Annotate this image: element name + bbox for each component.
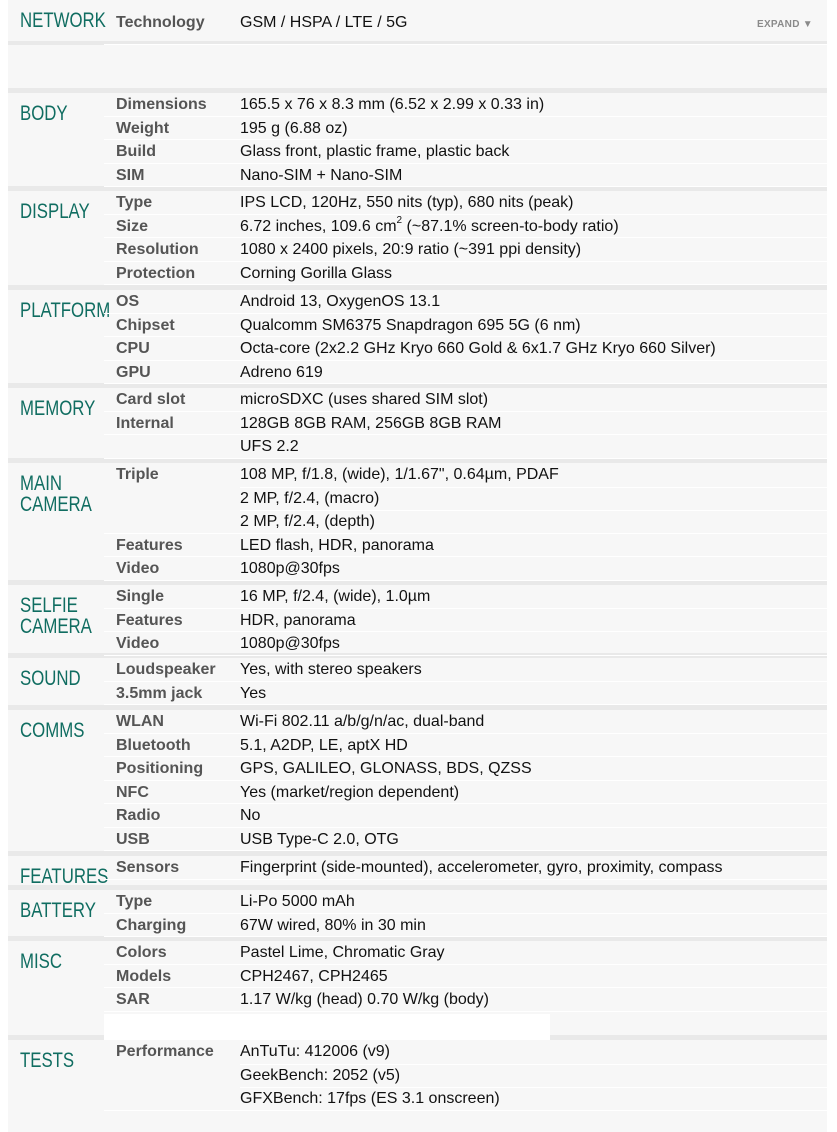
spec-label[interactable]: Models xyxy=(116,967,172,985)
spec-value: 195 g (6.88 oz) xyxy=(240,119,348,137)
spec-label[interactable]: Single xyxy=(116,588,165,605)
spec-label[interactable]: Technology xyxy=(116,14,205,31)
spec-value: No xyxy=(240,807,261,824)
spec-row-features xyxy=(104,609,827,633)
spec-label[interactable]: Bluetooth xyxy=(116,736,191,754)
spec-value: Yes, with stereo speakers xyxy=(240,661,422,678)
section-title-selfie-camera[interactable]: SELFIE CAMERA xyxy=(20,594,92,638)
spec-label[interactable]: WLAN xyxy=(116,713,164,730)
spec-row-technology xyxy=(104,0,827,45)
spec-value: 67W wired, 80% in 30 min xyxy=(240,916,426,934)
spec-label[interactable]: Positioning xyxy=(116,760,204,777)
spec-row-features xyxy=(104,534,827,558)
section-title-display[interactable]: DISPLAY xyxy=(20,200,90,223)
spec-label[interactable]: Features xyxy=(116,611,183,629)
spec-label[interactable]: Video xyxy=(116,635,160,652)
spec-value: 1080p@30fps xyxy=(240,635,340,652)
spec-row-bluetooth xyxy=(104,734,827,758)
spec-value: Li-Po 5000 mAh xyxy=(240,893,355,910)
blank-area xyxy=(104,1014,550,1040)
line-separator xyxy=(240,1087,827,1088)
spec-row-models xyxy=(104,965,827,989)
spec-label[interactable]: Video xyxy=(116,560,160,577)
spec-label[interactable]: USB xyxy=(116,830,150,848)
spec-row-sar xyxy=(104,988,827,1012)
line-separator xyxy=(240,510,827,511)
spec-label[interactable]: Features xyxy=(116,536,183,554)
spec-row-gpu xyxy=(104,361,827,385)
spec-label[interactable]: Weight xyxy=(116,119,170,137)
spec-row-type xyxy=(104,890,827,914)
spec-label[interactable]: Type xyxy=(116,893,153,910)
spec-value: Glass front, plastic frame, plastic back xyxy=(240,143,510,160)
spec-row-cpu xyxy=(104,337,827,361)
spec-value: 128GB 8GB RAM, 256GB 8GB RAM xyxy=(240,414,502,432)
spec-label[interactable]: Type xyxy=(116,194,153,211)
spec-row-loudspeaker xyxy=(104,658,827,682)
section-title-body[interactable]: BODY xyxy=(20,102,68,125)
spec-row-card-slot xyxy=(104,388,827,412)
specs-table xyxy=(8,0,827,1132)
spec-row-positioning xyxy=(104,757,827,781)
line-separator xyxy=(240,1064,827,1065)
spec-row-charging xyxy=(104,914,827,938)
spec-value: Yes xyxy=(240,684,267,702)
spec-value: LED flash, HDR, panorama xyxy=(240,536,434,554)
spec-label[interactable]: GPU xyxy=(116,363,151,381)
spec-value: Android 13, OxygenOS 13.1 xyxy=(240,293,441,310)
spec-row-chipset xyxy=(104,314,827,338)
blank-area xyxy=(8,46,827,88)
spec-label[interactable]: SAR xyxy=(116,991,150,1008)
spec-row-resolution xyxy=(104,238,827,262)
spec-row-video xyxy=(104,557,827,581)
spec-row-dimensions xyxy=(104,93,827,117)
spec-value: AnTuTu: 412006 (v9) xyxy=(240,1043,391,1060)
spec-row-3-5mm-jack xyxy=(104,682,827,706)
spec-label[interactable]: CPU xyxy=(116,340,150,357)
spec-value: Pastel Lime, Chromatic Gray xyxy=(240,944,445,961)
section-title-features[interactable]: FEATURES xyxy=(20,865,109,888)
spec-label[interactable]: Card slot xyxy=(116,391,186,408)
section-title-comms[interactable]: COMMS xyxy=(20,719,85,742)
spec-label[interactable]: Radio xyxy=(116,807,161,824)
spec-value: HDR, panorama xyxy=(240,611,356,629)
spec-label[interactable]: Resolution xyxy=(116,241,199,258)
spec-value: 165.5 x 76 x 8.3 mm (6.52 x 2.99 x 0.33 in) xyxy=(240,96,545,113)
spec-value: 2 MP, f/2.4, (macro) xyxy=(240,489,380,507)
spec-row-single xyxy=(104,585,827,609)
spec-value: 1080 x 2400 pixels, 20:9 ratio (~391 ppi density) xyxy=(240,241,582,258)
spec-label[interactable]: Charging xyxy=(116,916,187,934)
spec-value: CPH2467, CPH2465 xyxy=(240,967,388,985)
spec-value: 6.72 inches, 109.6 $cm^2$ (~87.1% screen-to-body ratio) xyxy=(240,215,619,235)
spec-row-nfc xyxy=(104,781,827,805)
spec-value: microSDXC (uses shared SIM slot) xyxy=(240,391,489,408)
spec-label[interactable]: Protection xyxy=(116,264,196,282)
spec-value: UFS 2.2 xyxy=(240,438,299,455)
expand-button[interactable]: EXPAND ▼ xyxy=(756,19,813,30)
section-title-main-camera[interactable]: MAIN CAMERA xyxy=(20,472,92,516)
spec-value: Wi-Fi 802.11 a/b/g/n/ac, dual-band xyxy=(240,713,485,730)
spec-label[interactable]: Triple xyxy=(116,466,159,483)
spec-label[interactable]: Size xyxy=(116,217,149,235)
spec-label[interactable]: Internal xyxy=(116,414,174,432)
section-title-platform[interactable]: PLATFORM xyxy=(20,299,111,322)
spec-label[interactable]: Sensors xyxy=(116,859,180,876)
spec-row-triple xyxy=(104,463,827,534)
spec-value: Fingerprint (side-mounted), accelerometer, gyro, proximity, compass xyxy=(240,859,723,876)
spec-value: GeekBench: 2052 (v5) xyxy=(240,1066,401,1084)
section-title-memory[interactable]: MEMORY xyxy=(20,397,96,420)
section-title-misc[interactable]: MISC xyxy=(20,950,62,973)
spec-value: Nano-SIM + Nano-SIM xyxy=(240,166,403,184)
spec-row-video xyxy=(104,632,827,656)
spec-row-wlan xyxy=(104,710,827,734)
spec-row-size xyxy=(104,215,827,239)
spec-value: Qualcomm SM6375 Snapdragon 695 5G (6 nm) xyxy=(240,316,581,334)
section-title-battery[interactable]: BATTERY xyxy=(20,899,96,922)
spec-value: 2 MP, f/2.4, (depth) xyxy=(240,513,375,530)
spec-value: GPS, GALILEO, GLONASS, BDS, QZSS xyxy=(240,760,532,777)
spec-value: IPS LCD, 120Hz, 550 nits (typ), 680 nits (peak) xyxy=(240,194,574,211)
spec-row-sensors xyxy=(104,856,827,880)
spec-value: GSM / HSPA / LTE / 5G xyxy=(240,14,408,31)
spec-label[interactable]: Dimensions xyxy=(116,96,207,113)
spec-row-performance xyxy=(104,1040,827,1111)
line-separator xyxy=(240,487,827,488)
spec-label[interactable]: Chipset xyxy=(116,316,175,334)
spec-value: 5.1, A2DP, LE, aptX HD xyxy=(240,736,408,754)
section-title-tests[interactable]: TESTS xyxy=(20,1049,75,1072)
spec-row-radio xyxy=(104,804,827,828)
spec-value: Adreno 619 xyxy=(240,363,323,381)
section-title-network[interactable]: NETWORK xyxy=(20,9,106,32)
spec-value: 108 MP, f/1.8, (wide), 1/1.67", 0.64µm, PDAF xyxy=(240,466,559,483)
spec-value: GFXBench: 17fps (ES 3.1 onscreen) xyxy=(240,1090,500,1107)
spec-row-protection xyxy=(104,262,827,286)
spec-value: Corning Gorilla Glass xyxy=(240,264,393,282)
spec-value: Yes (market/region dependent) xyxy=(240,783,460,801)
spec-label[interactable]: SIM xyxy=(116,166,145,184)
spec-label[interactable]: Colors xyxy=(116,944,167,961)
spec-row-usb xyxy=(104,828,827,852)
spec-row-type xyxy=(104,191,827,215)
spec-label[interactable]: Loudspeaker xyxy=(116,661,216,678)
spec-row-build xyxy=(104,140,827,164)
spec-value: 1080p@30fps xyxy=(240,560,340,577)
spec-value: 16 MP, f/2.4, (wide), 1.0µm xyxy=(240,588,431,605)
spec-value: 1.17 W/kg (head) 0.70 W/kg (body) xyxy=(240,991,489,1008)
spec-row-weight xyxy=(104,117,827,141)
spec-label[interactable]: Build xyxy=(116,143,156,160)
spec-label[interactable]: OS xyxy=(116,293,140,310)
spec-value: USB Type-C 2.0, OTG xyxy=(240,830,399,848)
spec-label[interactable]: NFC xyxy=(116,783,149,801)
spec-row-sim xyxy=(104,164,827,188)
spec-row xyxy=(104,435,827,459)
spec-row-colors xyxy=(104,941,827,965)
section-title-sound[interactable]: SOUND xyxy=(20,667,81,690)
spec-row-internal xyxy=(104,412,827,436)
spec-value: Octa-core (2x2.2 GHz Kryo 660 Gold & 6x1.7 GHz Kryo 660 Silver) xyxy=(240,340,716,357)
spec-label[interactable]: 3.5mm jack xyxy=(116,684,203,702)
spec-label[interactable]: Performance xyxy=(116,1043,214,1060)
spec-row-os xyxy=(104,290,827,314)
